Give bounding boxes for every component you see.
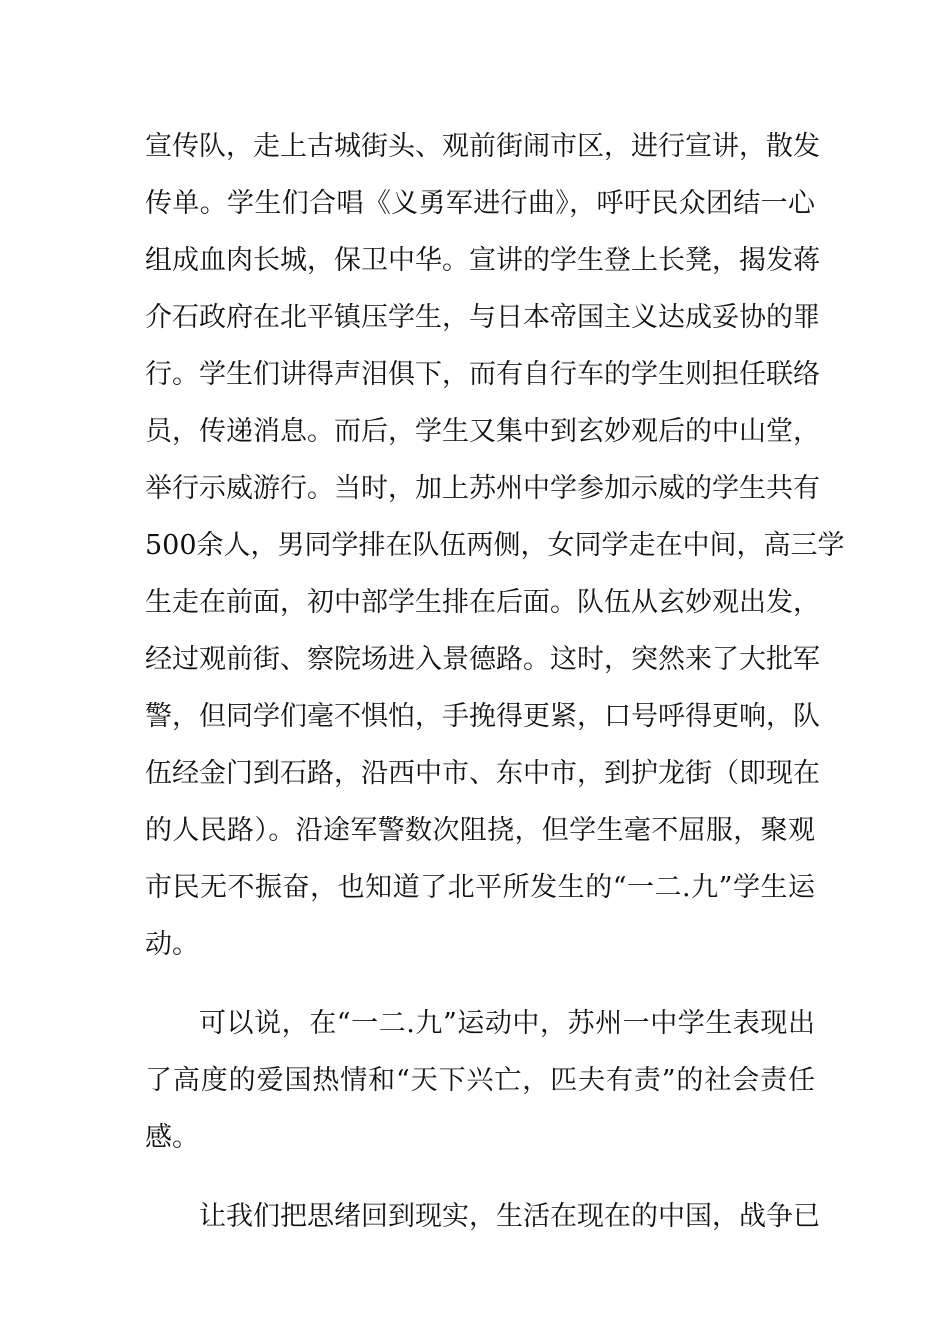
- paragraph-3: [145, 1188, 820, 1245]
- body-text: [145, 118, 845, 1245]
- text-line: 市民无不振奋，也知道了北平所发生的“一二.九”学生运: [145, 872, 815, 903]
- text-line: 介石政府在北平镇压学生，与日本帝国主义达成妥协的罪: [145, 302, 820, 333]
- text-line: 让我们把思绪回到现实，生活在现在的中国，战争已: [199, 1201, 820, 1232]
- text-line: 经过观前街、察院场进入景德路。这时，突然来了大批军: [145, 644, 820, 675]
- paragraph-2: [145, 995, 815, 1166]
- paragraph-1: [145, 118, 845, 973]
- paragraph-spacing: [145, 1166, 815, 1188]
- paragraph-spacing: [145, 973, 815, 995]
- text-line: 生走在前面，初中部学生排在后面。队伍从玄妙观出发，: [145, 587, 820, 618]
- text-line: 的人民路）。沿途军警数次阻挠，但学生毫不屈服，聚观: [145, 815, 815, 846]
- text-line: 500余人，男同学排在队伍两侧，女同学走在中间，高三学: [145, 530, 845, 561]
- text-line: 了高度的爱国热情和“天下兴亡，匹夫有责”的社会责任: [145, 1065, 815, 1096]
- text-line: 行。学生们讲得声泪俱下，而有自行车的学生则担任联络: [145, 359, 820, 390]
- text-line: 传单。学生们合唱《义勇军进行曲》，呼吁民众团结一心: [145, 188, 815, 219]
- text-line: 伍经金门到石路，沿西中市、东中市，到护龙街（即现在: [145, 758, 820, 789]
- text-line: 可以说，在“一二.九”运动中，苏州一中学生表现出: [199, 1008, 815, 1039]
- text-line: 警，但同学们毫不惧怕，手挽得更紧，口号呼得更响，队: [145, 701, 820, 732]
- text-line: 组成血肉长城，保卫中华。宣讲的学生登上长凳，揭发蒋: [145, 245, 820, 276]
- text-line: 举行示威游行。当时，加上苏州中学参加示威的学生共有: [145, 473, 820, 504]
- text-line: 动。: [145, 929, 199, 960]
- text-line: 宣传队，走上古城街头、观前街闹市区，进行宣讲，散发: [145, 131, 820, 162]
- text-line: 感。: [145, 1122, 199, 1153]
- text-line: 员，传递消息。而后，学生又集中到玄妙观后的中山堂，: [145, 416, 820, 447]
